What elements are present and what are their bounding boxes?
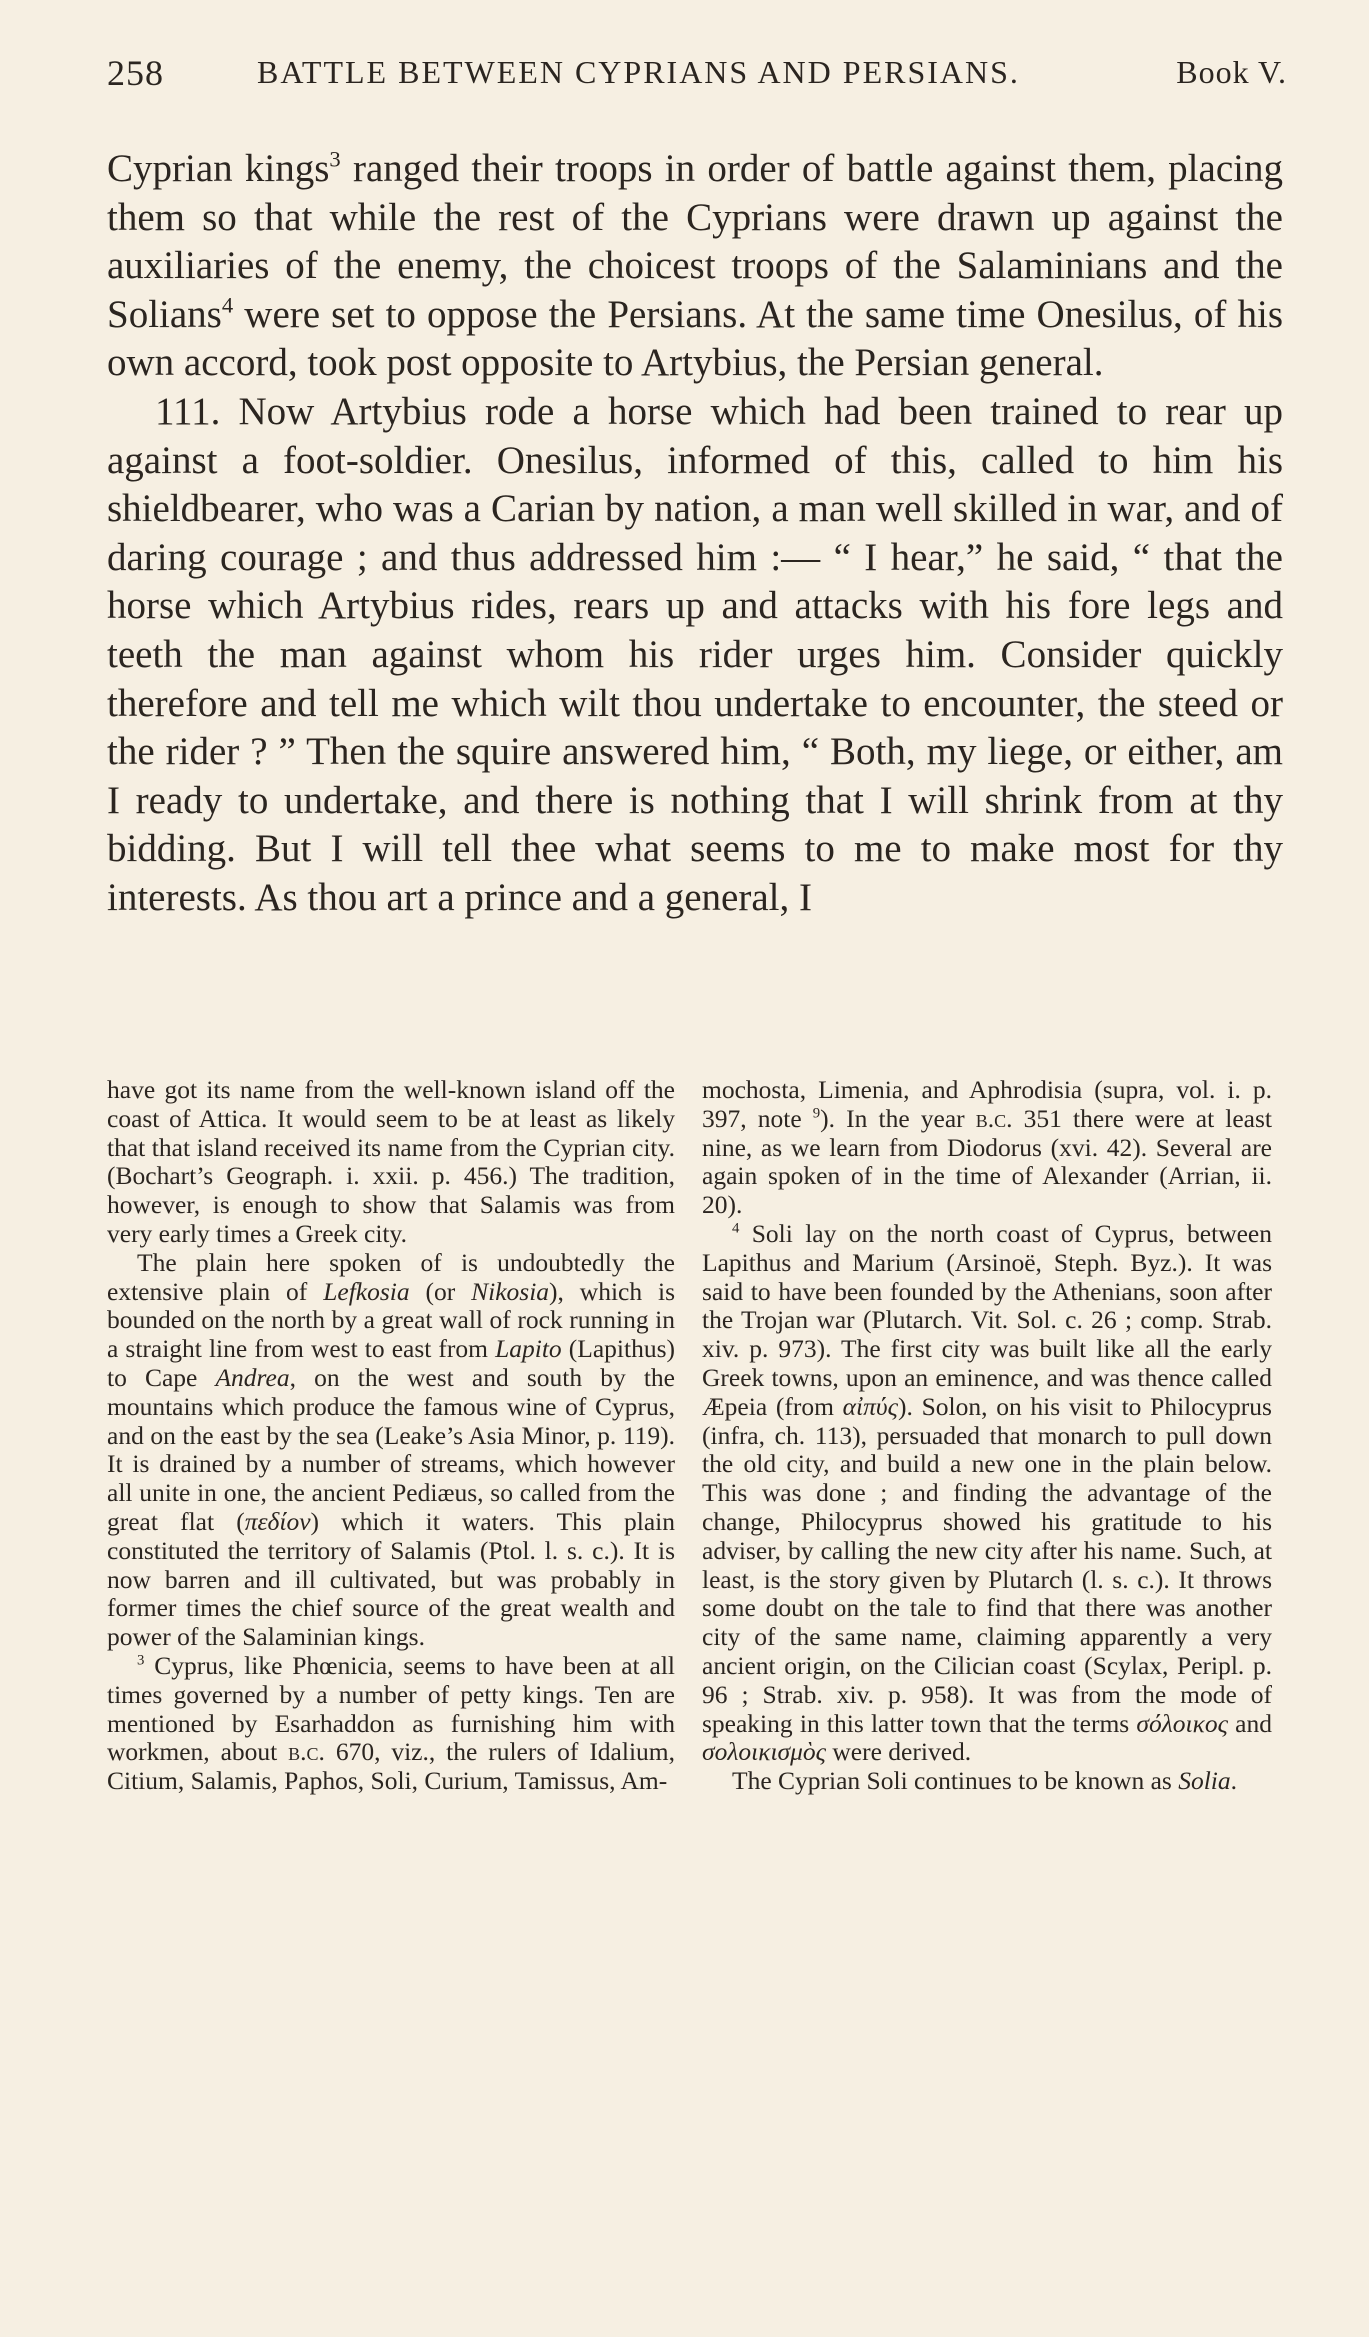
footnotes-left-column [107,1076,675,1796]
text-run: Cyprian kings [107,147,330,190]
text-run: ) which it waters. This plain constituted the territory of Salamis (Ptol. l. s. c.). It is now barren and ill cultivated, but was probably in former times the chief source of the great wealth and power of the Salaminian kings. [107,1506,675,1652]
footnote-4 [702,1220,1272,1767]
place-name: Solia [1178,1766,1231,1796]
text-run: were set to oppose the Persians. At the same time Onesilus, of his own accord, took post opposite to Artybius, the Persian general. [107,292,1283,385]
text-run: 351 there were at least nine, as we learn from Diodorus (xvi. 42). Several are again spoken of in the time of Alexander (Arrian, ii. 20). [702,1103,1273,1220]
text-run: ). Solon, on his visit to Philocyprus (infra, ch. 113), persuaded that monarch to pull down the old city, and build a new one in the plain below. This was done ; and finding the advantage of the change, Philocyprus showed his gratitude to his adviser, by calling the new city after his name. Such, at least, is the story given by Plutarch (l. s. c.). It throws some doubt on the tale to find that there was another city of the same name, claiming apparently a very ancient origin, on the Cilician coast (Scylax, Peripl. p. 96 ; Strab. xiv. p. 958). It was from the mode of speaking in this latter town that the terms [702,1391,1272,1738]
text-run: , on the west and south by the mountains which produce the famous wine of Cyprus, and on the east by the sea (Leake’s Asia Minor, p. 119). It is drained by a number of streams, which however all unite in one, the ancient Pediæus, so called from the great flat ( [107,1362,675,1536]
text-run: mochosta, Limenia, and Aphrodisia (supra, vol. i. p. 397, note [702,1075,1272,1133]
text-run: Cyprus, like Phœnicia, seems to have been at all times governed by a number of petty kings. Ten are mentioned by Esarhaddon as furnishing him with workmen, about [107,1650,675,1767]
text-run: ). In the year [820,1103,976,1133]
main-text [107,145,1283,923]
footnote-solia [702,1767,1272,1796]
footnote-3 [107,1652,675,1796]
greek-word: σόλοικος [1136,1708,1228,1738]
running-title: BATTLE BETWEEN CYPRIANS AND PERSIANS. [257,54,1020,90]
text-run: . [1230,1766,1237,1796]
greek-word: πεδίον [244,1506,311,1536]
footnote-continuation: have got its name from the well-known island off the coast of Attica. It would seem to be at least as likely that that island received its name from the Cyprian city. (Bochart’s Geograph. i. xxii. p. 456.) The tradition, however, is enough to show that Salamis was from very early times a Greek city. [107,1075,675,1248]
text-run: The plain here spoken of is undoubtedly the extensive plain of [107,1247,675,1306]
text-run: 670, viz., the rulers of Idalium, Citium, Salamis, Paphos, Soli, Curium, Tamissus, Am- [107,1737,676,1796]
greek-word: αἰπύς [842,1391,898,1421]
paragraph-111: 111. Now Artybius rode a horse which had been trained to rear up against a foot-soldier. Onesilus, informed of this, called to him his shieldbearer, who was a Carian by nation, a man well skilled in war, and of daring courage ; and thus addressed him :— “ I hear,” he said, “ that the horse which Artybius rides, rears up and attacks with his fore legs and teeth the man against whom his rider urges him. Consider quickly therefore and tell me which wilt thou undertake to encounter, the steed or the rider ? ” Then the squire answered him, “ Both, my liege, or either, am I ready to undertake, and there is nothing that I will shrink from at thy bidding. But I will tell thee what seems to me to make most for thy interests. As thou art a prince and a general, I [107,389,1283,919]
book-label: Book V. [1176,54,1287,90]
text-run: ), which is bounded on the north by a great wall of rock running in a straight line from west to east from [107,1276,676,1364]
footnotes-right-column [702,1076,1272,1796]
footnote-plain [107,1249,675,1652]
greek-word: σολοικισμὸς [702,1737,827,1767]
era-abbrev: b.c. [975,1103,1013,1133]
text-run: Soli lay on the north coast of Cyprus, between Lapithus and Marium (Arsinoë, Steph. Byz.). It was said to have been founded by the Athenians, soon after the Trojan war (Plutarch. Vit. Sol. c. 26 ; comp. Strab. xiv. p. 973). The first city was built like all the early Greek towns, upon an eminence, and was thence called Æpeia (from [702,1218,1272,1421]
text-run: The Cyprian Soli continues to be known as [732,1766,1179,1796]
running-head [107,52,1287,112]
place-name: Nikosia [471,1276,550,1306]
place-name: Lapito [495,1334,562,1364]
paragraph [107,145,1283,388]
text-run: (or [409,1276,472,1306]
text-run: ranged their troops in order of battle against them, placing them so that while the rest of the Cyprians were drawn up against the auxiliaries of the enemy, the choicest troops of the Salaminians and the Solians [107,147,1283,336]
footnote-ref: 4 [221,292,234,318]
place-name: Lefkosia [323,1276,410,1306]
footnote-number: 4 [732,1220,740,1237]
page-number: 258 [107,53,164,93]
footnote-3-continued [702,1076,1272,1220]
place-name: Andrea [215,1362,290,1392]
footnote-ref: 3 [329,146,341,172]
text-run: (Lapithus) to Cape [107,1334,675,1392]
text-run: were derived. [826,1737,972,1767]
note-ref: 9 [812,1105,821,1122]
footnote-number: 3 [137,1652,145,1669]
text-run: and [1227,1708,1272,1738]
era-abbrev: b.c. [288,1737,325,1767]
